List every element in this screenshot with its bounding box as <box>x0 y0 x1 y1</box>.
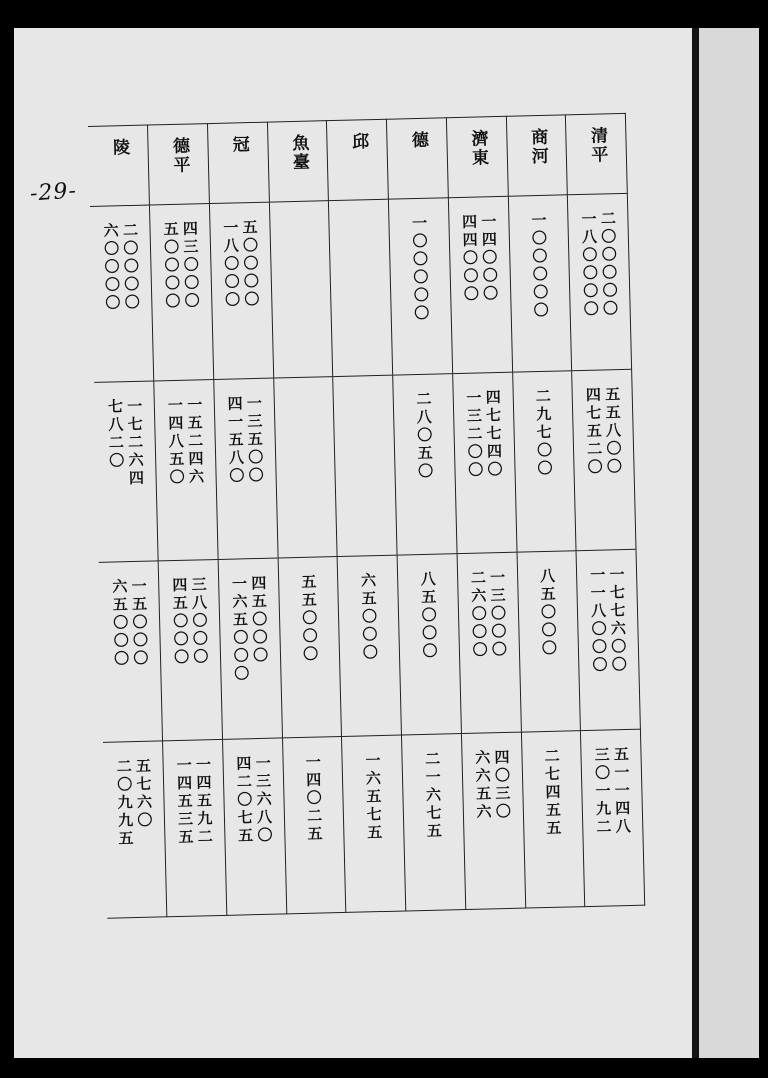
amount-figure: 四七五二〇 <box>583 386 604 477</box>
cell-content <box>572 370 635 550</box>
cell-content <box>521 731 584 907</box>
amount-figure: 四三〇〇〇 <box>180 220 201 311</box>
cell-content <box>219 559 282 739</box>
cell-guan-row3 <box>218 558 282 739</box>
cell-content <box>568 194 631 370</box>
cell-qingping-row4 <box>581 729 645 906</box>
cell-content <box>90 206 153 382</box>
cell-content <box>150 204 213 380</box>
cell-yutai-row4 <box>282 736 346 913</box>
amount-figure: 八五〇〇〇 <box>537 567 559 659</box>
cell-shanghe-row4 <box>521 731 585 908</box>
cell-jidong-row1 <box>448 196 512 373</box>
column-header-label: 濟東 <box>467 129 489 168</box>
cell-guan-row4 <box>222 738 286 915</box>
cell-content <box>453 373 516 553</box>
cell-content <box>508 195 571 371</box>
page-number: -29- <box>29 178 78 207</box>
column-header-shanghe <box>506 115 568 196</box>
cell-content <box>270 201 333 377</box>
amount-figure: 一五〇〇〇 <box>129 577 150 669</box>
column-header-label-wrap <box>268 121 328 172</box>
amount-figure: 一四〇二五 <box>303 753 324 844</box>
column-header-label-wrap <box>208 123 267 155</box>
cell-content <box>402 734 465 910</box>
cell-jidong-row3 <box>457 552 521 733</box>
cell-content <box>457 553 520 733</box>
ledger-body <box>90 193 645 918</box>
cell-jidong-row2 <box>452 372 516 553</box>
cell-content <box>449 197 512 373</box>
amount-figure: 二〇〇〇〇 <box>120 221 141 313</box>
amount-figure: 二一六七五 <box>422 750 444 841</box>
amount-figure: 三八〇〇〇 <box>189 576 210 667</box>
cell-shanghe-row2 <box>512 371 576 552</box>
cell-content <box>517 551 580 731</box>
amount-figure: 六五〇〇〇 <box>358 572 380 663</box>
amount-figure: 五五〇〇〇 <box>299 573 320 664</box>
cell-shanghe-row1 <box>508 195 572 372</box>
column-header-qingping <box>566 113 628 194</box>
cell-content <box>274 377 337 557</box>
column-header-label-wrap <box>566 114 626 165</box>
table-row <box>103 729 645 918</box>
column-header-label-wrap <box>327 120 386 152</box>
scan-border <box>0 1058 768 1078</box>
cell-qiu-row2 <box>333 375 397 556</box>
amount-figure: 五五八〇〇 <box>602 386 624 477</box>
cell-deping-row4 <box>163 739 227 916</box>
column-header-yutai <box>267 121 329 202</box>
column-header-ling <box>88 125 150 206</box>
amount-figure: 一六五〇〇〇 <box>229 575 251 684</box>
amount-figure: 六六五六 <box>473 749 493 822</box>
cell-guan-row2 <box>214 378 278 559</box>
amount-figure: 一四八五〇 <box>165 396 186 488</box>
amount-figure: 二〇九九五 <box>114 758 135 849</box>
ledger-table-wrap <box>88 113 645 918</box>
amount-figure: 二七四五五 <box>542 747 563 839</box>
column-header-label-wrap <box>88 126 148 158</box>
amount-figure: 四一五八〇 <box>225 395 246 486</box>
cell-content <box>329 200 392 376</box>
amount-figure: 四〇三〇 <box>492 748 513 822</box>
cell-de-row2 <box>393 374 457 555</box>
cell-content <box>223 738 286 914</box>
amount-figure: 五〇〇〇〇 <box>240 218 261 310</box>
amount-figure: 一八〇〇〇〇 <box>579 210 600 319</box>
amount-figure: 三〇一九二 <box>592 746 613 837</box>
cell-ling-row3 <box>99 561 163 742</box>
cell-qingping-row2 <box>572 369 636 550</box>
cell-qingping-row3 <box>576 549 640 730</box>
cell-content <box>393 374 456 554</box>
column-header-qiu <box>327 119 389 200</box>
cell-content <box>334 376 397 556</box>
cell-qiu-row3 <box>337 555 401 736</box>
header-row <box>88 113 627 206</box>
cell-content <box>163 740 226 916</box>
amount-figure: 八五〇〇〇 <box>418 570 439 662</box>
amount-figure: 一三二〇〇 <box>464 389 485 480</box>
cell-content <box>214 379 277 559</box>
amount-figure: 二〇〇〇〇〇 <box>598 210 620 319</box>
cell-content <box>338 556 401 736</box>
column-header-jidong <box>446 116 508 197</box>
cell-content <box>154 380 217 560</box>
amount-figure: 一〇〇〇〇〇 <box>409 214 431 324</box>
cell-qiu-row1 <box>329 199 393 376</box>
amount-figure: 五七六〇 <box>133 757 154 831</box>
cell-ling-row2 <box>94 381 158 562</box>
amount-figure: 六〇〇〇〇 <box>101 222 122 313</box>
amount-figure: 一一八〇〇〇 <box>588 566 609 675</box>
amount-figure: 一七七六〇〇 <box>607 566 628 675</box>
cell-deping-row3 <box>158 559 222 740</box>
cell-ling-row4 <box>103 741 167 918</box>
cell-content <box>342 736 405 912</box>
cell-de-row4 <box>402 734 466 911</box>
ledger-table <box>88 113 645 919</box>
amount-figure: 四五〇〇〇 <box>170 576 191 668</box>
column-header-label: 德 <box>407 130 429 151</box>
column-header-de <box>387 118 449 199</box>
column-header-label: 魚臺 <box>288 133 310 173</box>
amount-figure: 一八〇〇〇 <box>221 219 242 310</box>
cell-yutai-row3 <box>278 557 342 738</box>
column-header-label-wrap <box>148 124 208 175</box>
amount-figure: 六五〇〇〇 <box>110 578 131 669</box>
amount-figure: 一四五九二 <box>193 756 215 847</box>
amount-figure: 五一一四八 <box>611 745 632 837</box>
cell-ling-row1 <box>90 205 154 382</box>
column-header-deping <box>148 124 210 205</box>
cell-de-row3 <box>397 554 461 735</box>
column-header-label: 商河 <box>526 127 548 167</box>
cell-content <box>103 741 166 917</box>
cell-content <box>398 554 461 734</box>
table-row <box>99 549 641 742</box>
cell-content <box>94 381 158 561</box>
facing-page-edge <box>699 28 759 1058</box>
amount-figure: 四五〇〇〇 <box>249 574 270 666</box>
amount-figure: 二六〇〇〇 <box>468 569 489 660</box>
cell-content <box>159 560 222 740</box>
cell-shanghe-row3 <box>517 551 581 732</box>
amount-figure: 二八〇五〇 <box>414 390 435 482</box>
column-header-label: 德平 <box>168 136 190 176</box>
column-header-label-wrap <box>387 118 446 150</box>
cell-yutai-row2 <box>273 377 337 558</box>
cell-qingping-row1 <box>568 193 632 370</box>
column-header-label-wrap <box>506 115 566 166</box>
table-row <box>94 369 636 562</box>
cell-yutai-row1 <box>269 201 333 378</box>
amount-figure: 一三〇〇〇 <box>487 568 509 660</box>
column-header-label: 陵 <box>108 138 130 158</box>
column-header-guan <box>207 122 269 203</box>
amount-figure: 一三六八〇 <box>253 754 274 846</box>
book-spine <box>692 28 699 1058</box>
column-header-label: 清平 <box>586 126 608 165</box>
cell-de-row1 <box>388 198 452 375</box>
amount-figure: 一三五〇〇 <box>244 394 265 486</box>
amount-figure: 一四五三五 <box>174 756 195 848</box>
table-row <box>90 193 632 382</box>
cell-deping-row2 <box>154 380 218 561</box>
cell-guan-row1 <box>209 202 273 379</box>
amount-figure: 二九七〇〇 <box>533 387 554 479</box>
column-header-label: 冠 <box>228 135 249 155</box>
column-header-label-wrap <box>447 117 507 168</box>
cell-content <box>99 561 163 741</box>
cell-content <box>581 730 644 906</box>
amount-figure: 七八二〇 <box>105 398 126 471</box>
amount-figure: 五〇〇〇〇 <box>161 220 182 312</box>
amount-figure: 一〇〇〇〇〇 <box>529 211 550 321</box>
cell-deping-row1 <box>150 204 214 381</box>
cell-content <box>283 737 346 913</box>
column-header-label: 邱 <box>347 132 369 152</box>
amount-figure: 一五二四六 <box>185 396 206 487</box>
amount-figure: 四二〇七五 <box>234 755 255 846</box>
cell-content <box>210 203 273 379</box>
cell-jidong-row4 <box>461 732 525 909</box>
amount-figure: 一四〇〇〇 <box>479 213 500 304</box>
cell-content <box>462 733 525 909</box>
cell-content <box>577 550 640 730</box>
amount-figure: 四四〇〇〇 <box>459 213 481 304</box>
cell-content <box>278 557 341 737</box>
amount-figure: 一七二六四 <box>125 397 146 489</box>
cell-content <box>513 371 576 551</box>
amount-figure: 四七七四〇 <box>483 388 504 480</box>
amount-figure: 一六五七五 <box>363 752 384 843</box>
cell-qiu-row4 <box>342 735 406 912</box>
cell-content <box>389 198 452 374</box>
